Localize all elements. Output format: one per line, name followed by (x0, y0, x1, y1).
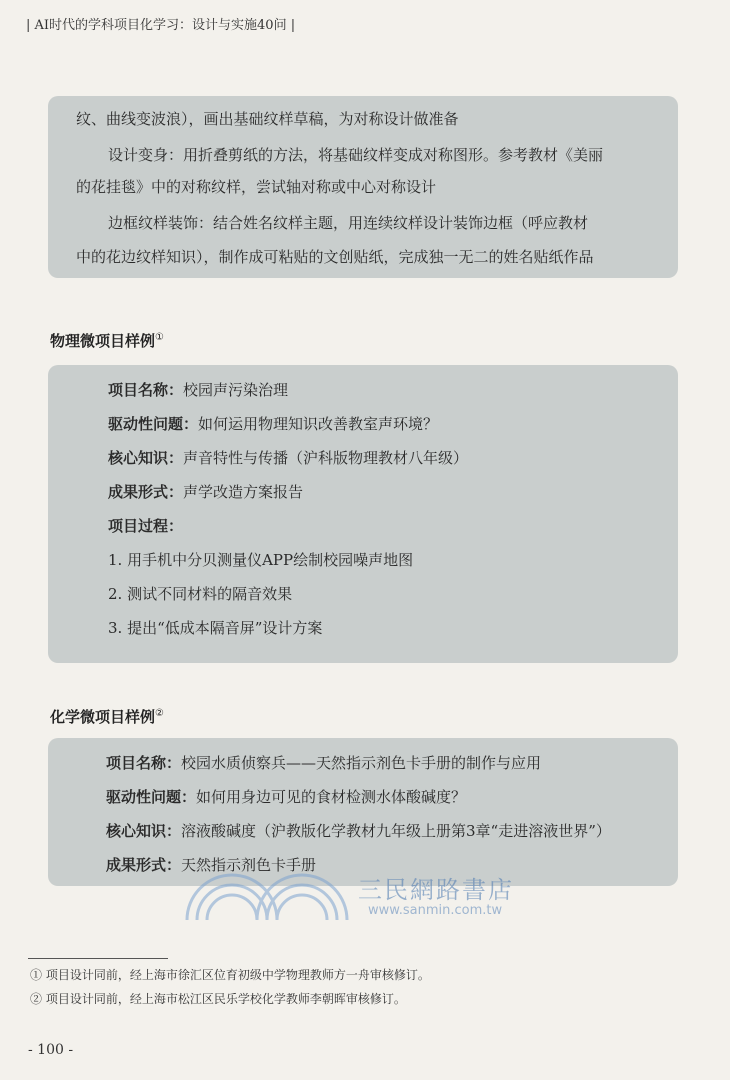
footnote-ref: ① (155, 332, 164, 343)
text-line: 中的花边纹样知识），制作成可粘贴的文创贴纸，完成独一无二的姓名贴纸作品 (76, 248, 594, 266)
project-name-row (108, 379, 288, 400)
watermark-text: 三民網路書店 (358, 876, 514, 904)
process-step: 2. 测试不同材料的隔音效果 (108, 585, 293, 603)
bookstore-watermark (182, 870, 542, 926)
footnote-ref: ② (155, 708, 164, 719)
value: 声学改造方案报告 (183, 483, 304, 501)
value: 声音特性与传播（沪科版物理教材八年级） (183, 449, 469, 467)
chemistry-section-title (50, 706, 164, 727)
question-row (108, 413, 438, 434)
label: 驱动性问题： (106, 788, 197, 806)
text-line: 的花挂毯》中的对称纹样，尝试轴对称或中心对称设计 (76, 178, 437, 196)
footnote: ① 项目设计同前，经上海市徐汇区位育初级中学物理教师方一舟审核修订。 (30, 968, 430, 982)
watermark-logo-icon (182, 870, 352, 926)
value: 天然指示剂色卡手册 (181, 856, 317, 874)
running-header: | AI时代的学科项目化学习：设计与实施40问 | (26, 18, 296, 33)
value: 校园声污染治理 (183, 381, 289, 399)
value: 溶液酸碱度（沪教版化学教材九年级上册第3章“走进溶液世界”） (181, 822, 611, 840)
value: 如何用身边可见的食材检测水体酸碱度？ (196, 788, 467, 806)
title-text: 化学微项目样例 (50, 708, 156, 726)
text-line: 设计变身：用折叠剪纸的方法，将基础纹样变成对称图形。参考教材《美丽 (108, 146, 604, 164)
label: 核心知识： (106, 822, 182, 840)
label: 项目名称： (106, 754, 182, 772)
label: 项目过程： (108, 517, 184, 535)
process-step: 3. 提出“低成本隔音屏”设计方案 (108, 619, 323, 637)
page-number: - 100 - (28, 1042, 74, 1058)
watermark-url: www.sanmin.com.tw (368, 903, 503, 918)
text-line: 纹、曲线变波浪），画出基础纹样草稿，为对称设计做准备 (76, 110, 459, 128)
value: 校园水质侦察兵——天然指示剂色卡手册的制作与应用 (181, 754, 542, 772)
knowledge-row (106, 820, 611, 841)
footnote: ② 项目设计同前，经上海市松江区民乐学校化学教师李朝晖审核修订。 (30, 992, 406, 1006)
chemistry-project-box (48, 738, 678, 886)
label: 成果形式： (106, 856, 182, 874)
art-project-box (48, 96, 678, 278)
physics-section-title (50, 330, 164, 351)
label: 项目名称： (108, 381, 184, 399)
label: 核心知识： (108, 449, 184, 467)
project-name-row (106, 752, 541, 773)
result-row (108, 481, 303, 502)
physics-project-box (48, 365, 678, 663)
footnote-divider (28, 958, 168, 959)
question-row (106, 786, 466, 807)
process-row (108, 515, 183, 536)
value: 如何运用物理知识改善教室声环境？ (198, 415, 439, 433)
label: 成果形式： (108, 483, 184, 501)
label: 驱动性问题： (108, 415, 199, 433)
process-step: 1. 用手机中分贝测量仪APP绘制校园噪声地图 (108, 551, 414, 569)
title-text: 物理微项目样例 (50, 332, 156, 350)
text-line: 边框纹样装饰：结合姓名纹样主题，用连续纹样设计装饰边框（呼应教材 (108, 214, 589, 232)
knowledge-row (108, 447, 468, 468)
